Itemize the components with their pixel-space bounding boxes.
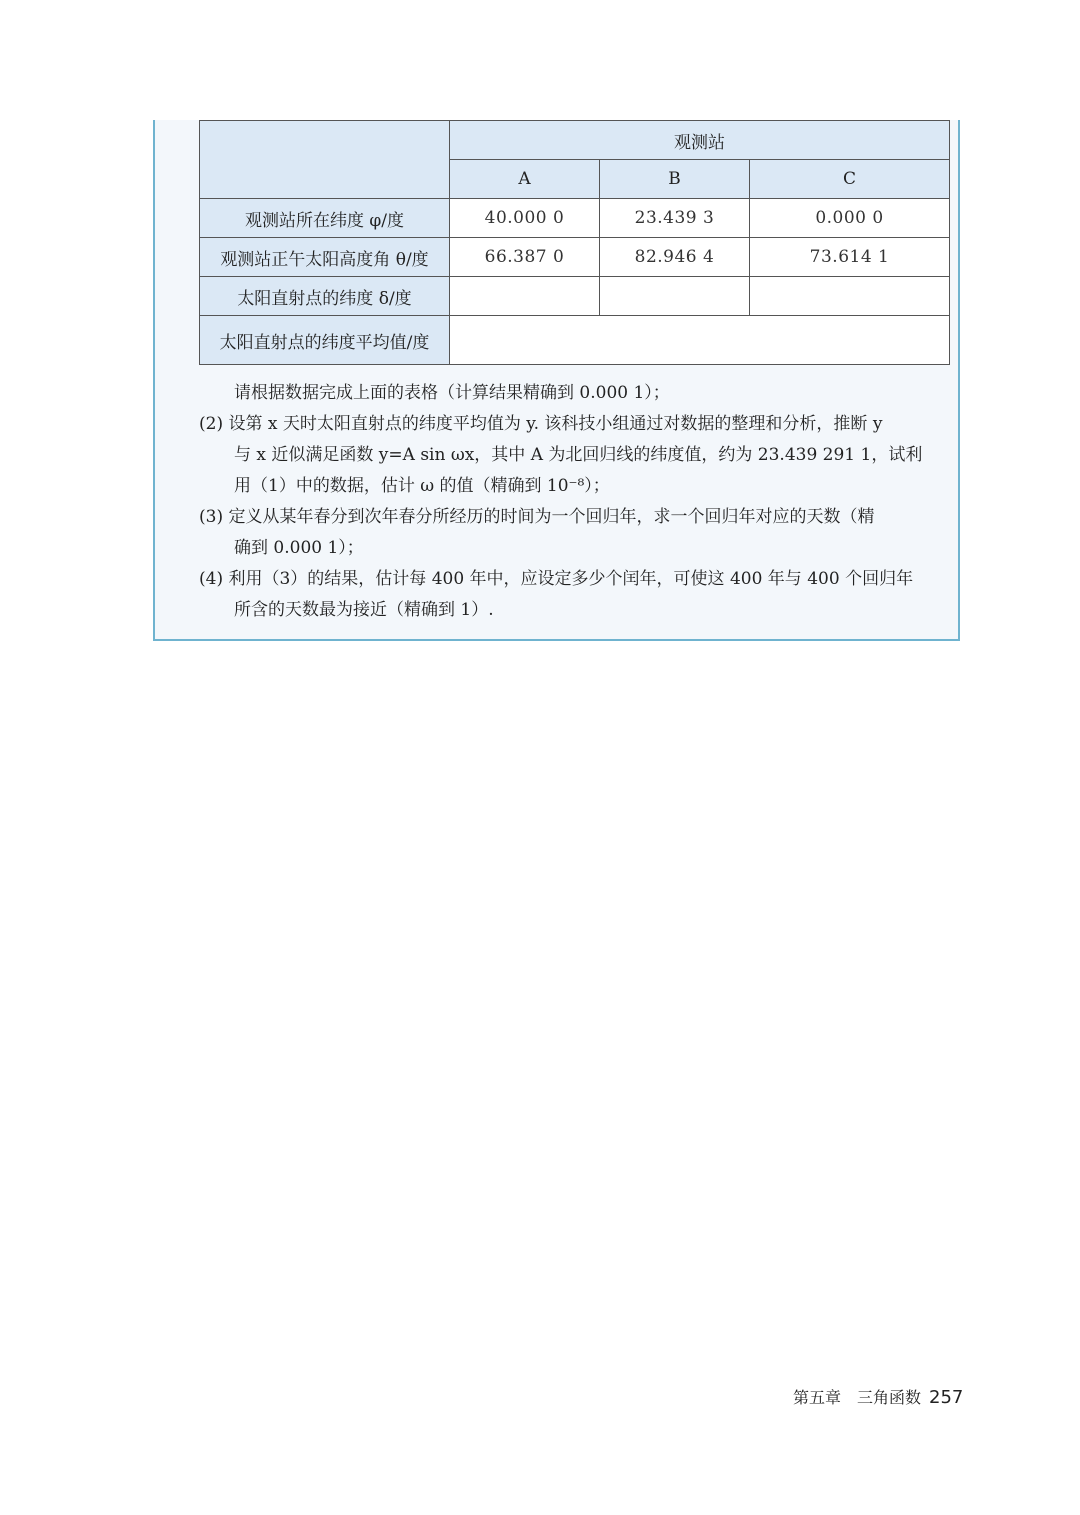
row-label: 观测站正午太阳高度角 θ/度 [200,238,450,277]
table-cell-empty [600,277,750,316]
table-cell: 73.614 1 [750,238,950,277]
column-header: C [750,160,950,199]
table-row [200,316,950,365]
text-line: (4) 利用（3）的结果，估计每 400 年中，应设定多少个闰年，可使这 400 年与 400 个回归年 [199,569,914,589]
table-cell-empty [450,277,600,316]
table-row [200,238,950,277]
text-line: (3) 定义从某年春分到次年春分所经历的时间为一个回归年，求一个回归年对应的天数（精 [199,507,875,527]
table-cell: 66.387 0 [450,238,600,277]
table-cell-empty [750,277,950,316]
text-line: 所含的天数最为接近（精确到 1）. [234,600,494,620]
exercise-text [199,378,951,626]
table-cell: 23.439 3 [600,199,750,238]
table-cell: 82.946 4 [600,238,750,277]
table-cell: 40.000 0 [450,199,600,238]
data-table [199,120,950,365]
table-cell-empty [450,316,950,365]
row-label: 太阳直射点的纬度平均值/度 [200,316,450,365]
text-line: 用（1）中的数据，估计 ω 的值（精确到 10⁻⁸）； [234,476,610,496]
text-line: (2) 设第 x 天时太阳直射点的纬度平均值为 y. 该科技小组通过对数据的整理和分析，推断 y [199,414,883,434]
table-corner [200,121,450,199]
group-header: 观测站 [450,121,950,160]
text-line: 请根据数据完成上面的表格（计算结果精确到 0.000 1）； [234,383,670,403]
column-header: A [450,160,600,199]
row-label: 太阳直射点的纬度 δ/度 [200,277,450,316]
column-header: B [600,160,750,199]
page-number: 257 [929,1387,964,1408]
chapter-title: 第五章 三角函数 [793,1388,922,1407]
page-footer [793,1385,963,1408]
table-row [200,199,950,238]
row-label: 观测站所在纬度 φ/度 [200,199,450,238]
text-line: 与 x 近似满足函数 y=A sin ωx，其中 A 为北回归线的纬度值，约为 23.439 291 1，试利 [234,445,923,465]
text-line: 确到 0.000 1）； [234,538,364,558]
table-cell: 0.000 0 [750,199,950,238]
table-row [200,277,950,316]
